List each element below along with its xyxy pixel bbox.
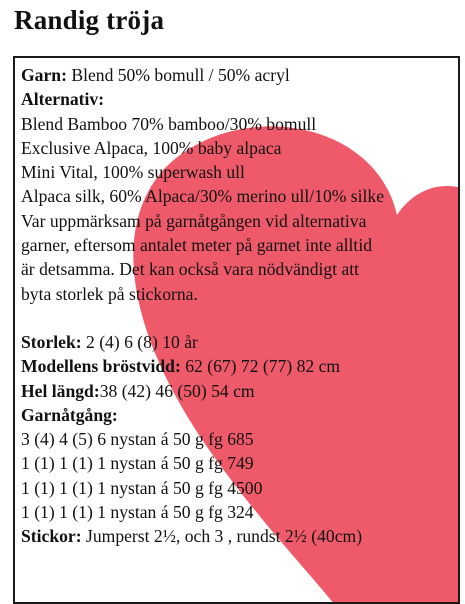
size-line bbox=[21, 330, 454, 354]
length-value: 38 (42) 46 (50) 54 cm bbox=[99, 380, 255, 401]
alternative-item: Alpaca silk, 60% Alpaca/30% merino ull/10% silke bbox=[21, 186, 385, 207]
needles-value: Jumperst 2½, och 3 , rundst 2½ (40cm) bbox=[81, 526, 363, 547]
yarn-line bbox=[21, 63, 454, 87]
alternatives-note-line: garner, eftersom antalet meter på garnet inte alltid bbox=[21, 235, 373, 256]
needles-line bbox=[21, 524, 454, 548]
needles-label: Stickor: bbox=[21, 526, 82, 547]
alternative-item: Mini Vital, 100% superwash ull bbox=[21, 162, 245, 183]
alternatives-note-line: Var uppmärksam på garnåtgången vid alternativa bbox=[21, 210, 367, 231]
chest-value: 62 (67) 72 (77) 82 cm bbox=[180, 356, 341, 377]
consumption-line: 1 (1) 1 (1) 1 nystan á 50 g fg 749 bbox=[21, 453, 254, 474]
consumption-line: 1 (1) 1 (1) 1 nystan á 50 g fg 324 bbox=[21, 502, 254, 523]
chest-label: Modellens bröstvidd: bbox=[21, 356, 181, 377]
consumption-line: 1 (1) 1 (1) 1 nystan á 50 g fg 4500 bbox=[21, 477, 263, 498]
size-value: 2 (4) 6 (8) 10 år bbox=[81, 331, 198, 352]
chest-line bbox=[21, 354, 454, 378]
length-line bbox=[21, 379, 454, 403]
yarn-label: Garn: bbox=[21, 65, 67, 85]
alternatives-heading: Alternativ: bbox=[21, 89, 105, 110]
spacer bbox=[21, 306, 454, 330]
pattern-text bbox=[21, 63, 454, 549]
consumption-line: 3 (4) 4 (5) 6 nystan á 50 g fg 685 bbox=[21, 429, 254, 450]
alternative-item: Exclusive Alpaca, 100% baby alpaca bbox=[21, 137, 282, 158]
consumption-heading: Garnåtgång: bbox=[21, 404, 118, 425]
length-label: Hel längd: bbox=[21, 380, 100, 401]
alternative-item: Blend Bamboo 70% bamboo/30% bomull bbox=[21, 113, 317, 134]
alternatives-note-line: byta storlek på stickorna. bbox=[21, 283, 198, 304]
page-title: Randig tröja bbox=[14, 5, 165, 35]
size-label: Storlek: bbox=[21, 331, 82, 352]
alternatives-note-line: är detsamma. Det kan också vara nödvändigt att bbox=[21, 259, 360, 280]
yarn-value: Blend 50% bomull / 50% acryl bbox=[66, 65, 290, 85]
pattern-info-box bbox=[13, 56, 460, 604]
